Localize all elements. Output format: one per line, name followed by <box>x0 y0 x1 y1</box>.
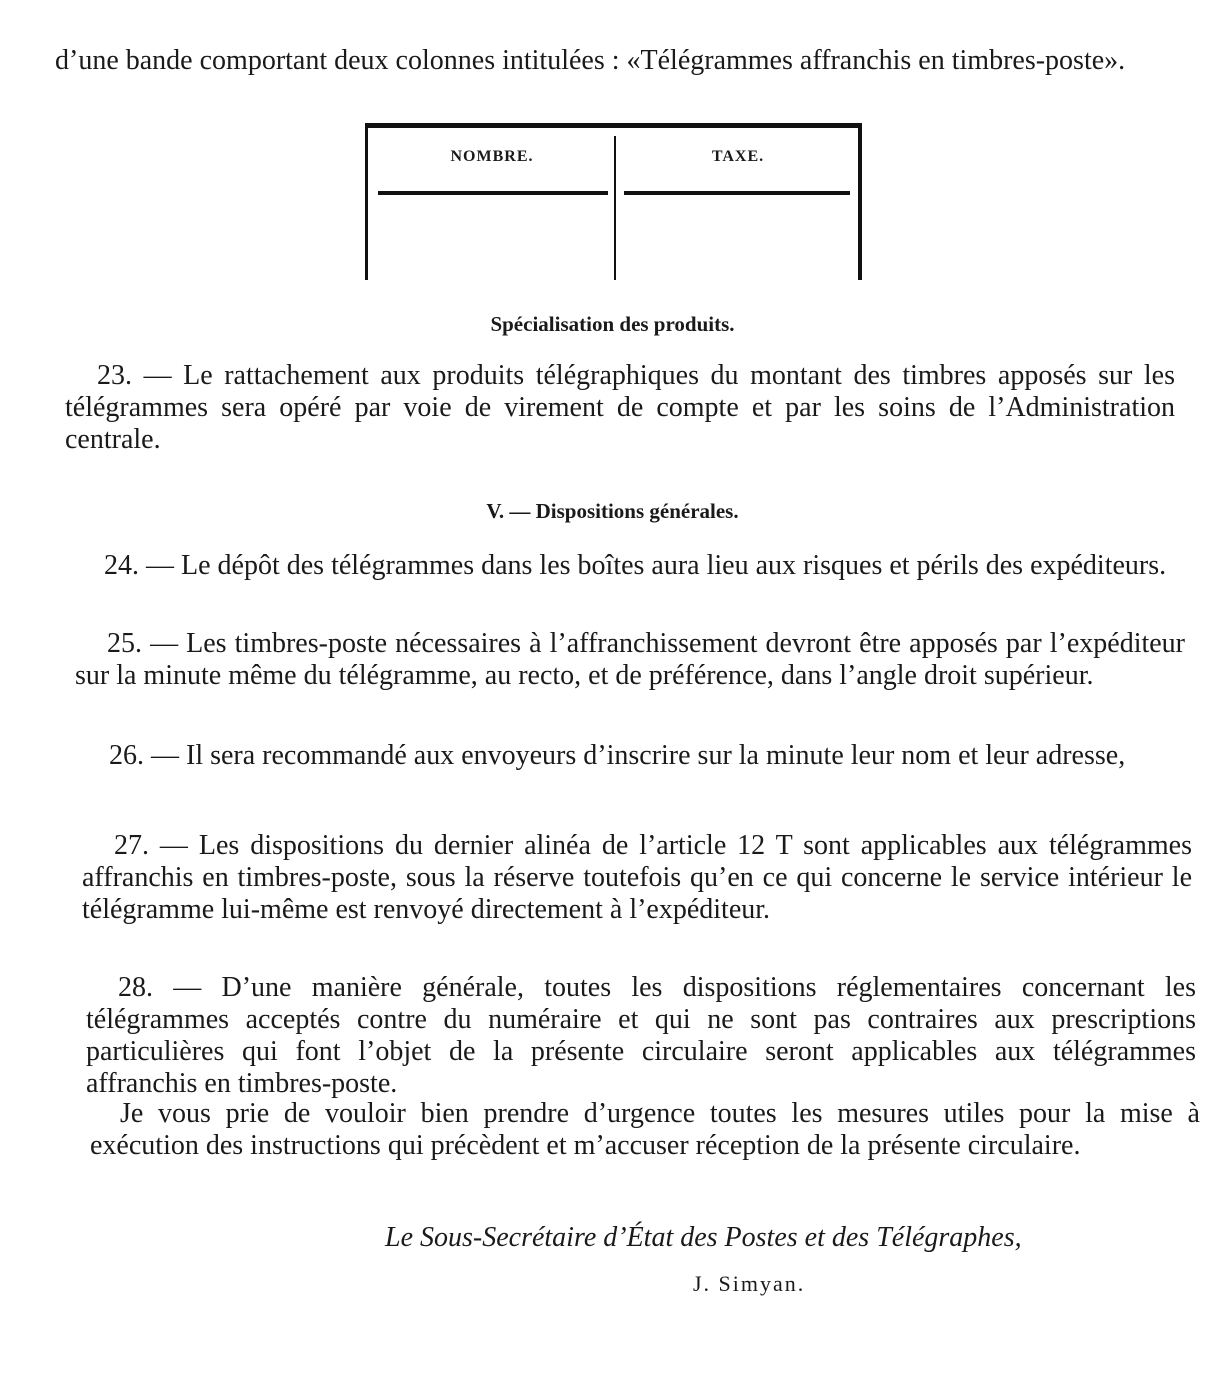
table-header-rule-right <box>624 191 850 195</box>
article-26: 26. — Il sera recommandé aux envoyeurs d’inscrire sur la minute leur nom et leur adresse, <box>109 740 1126 771</box>
telegram-count-table <box>365 123 862 280</box>
table-header-rule-left <box>378 191 608 195</box>
heading-specialisation: Spécialisation des produits. <box>490 312 735 336</box>
article-24: 24. — Le dépôt des télégrammes dans les boîtes aura lieu aux risques et périls des expéditeurs. <box>104 550 1167 581</box>
article-25: 25. — Les timbres-poste nécessaires à l’affranchissement devront être apposés par l’expéditeur sur la minute même du télégramme, au recto, et de préférence, dans l’angle droit supérieur. <box>75 628 1185 691</box>
table-column-divider <box>614 136 616 280</box>
signature-name: J. Simyan. <box>693 1271 806 1296</box>
signature-title: Le Sous-Secrétaire d’État des Postes et des Télégraphes, <box>385 1222 1022 1253</box>
article-27: 27. — Les dispositions du dernier alinéa de l’article 12 T sont applicables aux télégrammes affranchis en timbres-poste, sous la réserve toutefois qu’en ce qui concerne le service intérieur le télégramme lui-même est renvoyé directement à l’expéditeur. <box>82 830 1192 925</box>
article-28: 28. — D’une manière générale, toutes les dispositions réglementaires concernant les télégrammes acceptés contre du numéraire et qui ne sont pas contraires aux prescriptions particulières qui font l’objet de la présente circulaire seront applicables aux télégrammes affranchis en timbres-poste. <box>86 972 1196 1099</box>
intro-paragraph: d’une bande comportant deux colonnes intitulées : «Télégrammes affranchis en timbres-poste». <box>55 45 1126 76</box>
heading-dispositions-generales: V. — Dispositions générales. <box>486 499 739 523</box>
table-header-nombre: NOMBRE. <box>450 148 534 165</box>
table-header-taxe: TAXE. <box>711 148 765 165</box>
closing-paragraph: Je vous prie de vouloir bien prendre d’urgence toutes les mesures utiles pour la mise à exécution des instructions qui précèdent et m’accuser réception de la présente circulaire. <box>90 1098 1200 1161</box>
article-23: 23. — Le rattachement aux produits télégraphiques du montant des timbres apposés sur les télégrammes sera opéré par voie de virement de compte et par les soins de l’Administration centrale. <box>65 360 1175 455</box>
